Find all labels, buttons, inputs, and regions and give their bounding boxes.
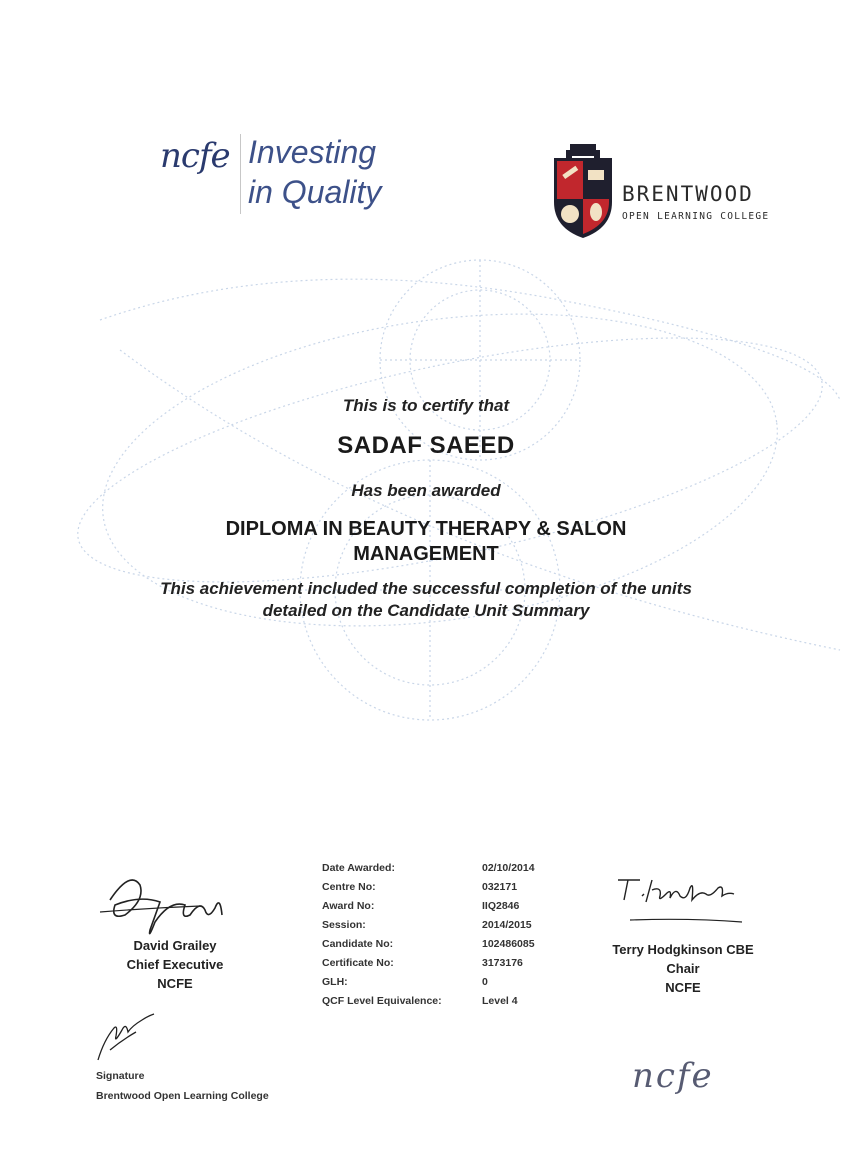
achievement-statement [0, 578, 852, 622]
chair-block [598, 940, 768, 997]
chief-executive-name: David Grailey [133, 938, 217, 953]
detail-value: 032171 [482, 881, 518, 893]
ncfe-tagline [248, 132, 381, 212]
ncfe-logo [160, 130, 410, 220]
detail-label: Centre No: [322, 881, 376, 893]
chief-executive-block [90, 936, 260, 993]
detail-label: Award No: [322, 900, 375, 912]
detail-value: 02/10/2014 [482, 862, 535, 874]
detail-label: Date Awarded: [322, 862, 395, 874]
qualification-line2: MANAGEMENT [353, 543, 499, 565]
ncfe-tagline-line2: in Quality [248, 174, 382, 210]
detail-row [322, 862, 562, 881]
detail-label: Certificate No: [322, 957, 394, 969]
chief-executive-org: NCFE [157, 976, 193, 991]
detail-value: 0 [482, 976, 488, 988]
qualification-title [0, 517, 852, 567]
qualification-line1: DIPLOMA IN BEAUTY THERAPY & SALON [225, 518, 627, 540]
achievement-line2: detailed on the Candidate Unit Summary [262, 601, 590, 620]
ncfe-logo-mark: ncfe [160, 136, 230, 176]
achievement-line1: This achievement included the successful completion of the units [160, 579, 692, 598]
awarded-text: Has been awarded [351, 481, 501, 500]
signature-label: Signature [96, 1070, 145, 1082]
detail-label: Session: [322, 919, 366, 931]
college-signature-block [96, 1066, 269, 1106]
detail-value: 3173176 [482, 957, 523, 969]
detail-row [322, 957, 562, 976]
detail-label: Candidate No: [322, 938, 394, 950]
ncfe-stamp [632, 1052, 742, 1132]
logo-divider [240, 134, 241, 214]
signature-chair [610, 866, 750, 936]
detail-row [322, 919, 562, 938]
ncfe-tagline-line1: Investing [248, 134, 377, 170]
certify-intro: This is to certify that [342, 396, 510, 415]
detail-value: IIQ2846 [482, 900, 520, 912]
detail-value: 2014/2015 [482, 919, 532, 931]
detail-row [322, 900, 562, 919]
award-details [322, 862, 562, 1014]
college-name: Brentwood Open Learning College [96, 1090, 269, 1102]
ncfe-stamp-text: ncfe [632, 1056, 714, 1096]
chair-name: Terry Hodgkinson CBE [612, 942, 754, 957]
recipient-name: SADAF SAEED [337, 432, 515, 459]
brentwood-name: BRENTWOOD [622, 182, 754, 206]
signature-college [92, 1010, 162, 1065]
detail-row [322, 976, 562, 995]
chair-title: Chair [666, 961, 700, 976]
detail-value: Level 4 [482, 995, 518, 1007]
brentwood-subtitle: OPEN LEARNING COLLEGE [622, 211, 770, 222]
chair-org: NCFE [665, 980, 701, 995]
detail-label: QCF Level Equivalence: [322, 995, 442, 1007]
detail-value: 102486085 [482, 938, 535, 950]
detail-label: GLH: [322, 976, 348, 988]
chief-executive-title: Chief Executive [126, 957, 224, 972]
detail-row [322, 881, 562, 900]
brentwood-crest-icon [552, 142, 614, 242]
detail-row [322, 995, 562, 1014]
detail-row [322, 938, 562, 957]
